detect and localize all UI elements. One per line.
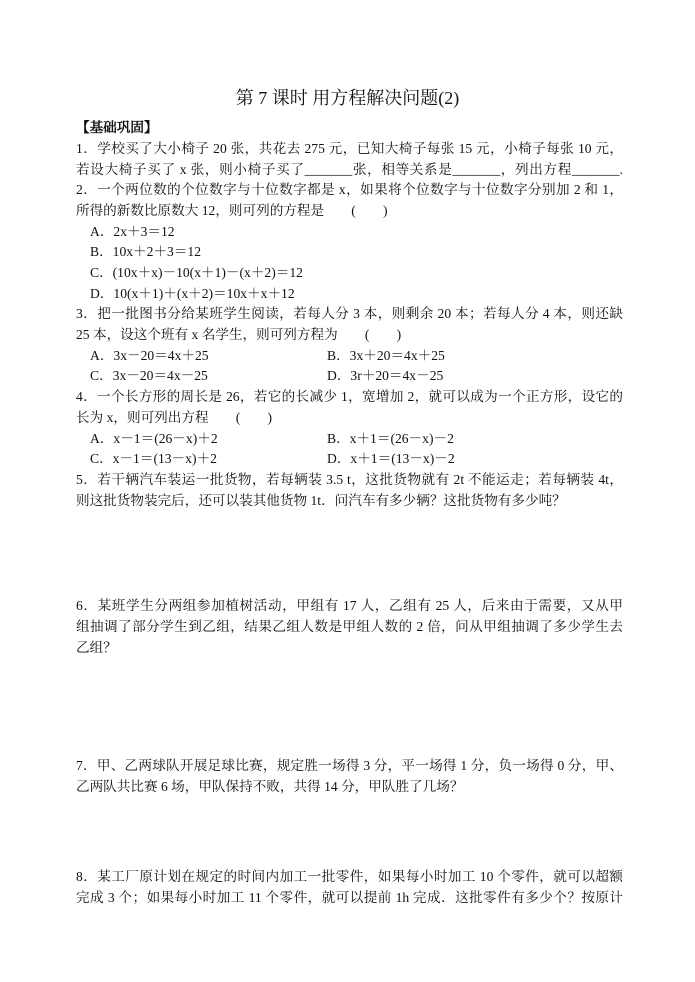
question-text: 则这批货物装完后，还可以装其他货物 1t．问汽车有多少辆？这批货物有多少吨？ — [76, 493, 566, 508]
option-b: B．3x＋20＝4x＋25 — [327, 348, 445, 363]
option-c: C．x－1＝(13－x)＋2 — [90, 451, 217, 466]
question-text: 长为 x，则可列出方程 ( ) — [76, 410, 272, 425]
question-text: 25 本，设这个班有 x 名学生，则可列方程为 ( ) — [76, 327, 402, 342]
question-text: 乙组？ — [76, 640, 117, 655]
section-heading: 【基础巩固】 — [76, 120, 158, 135]
option-b: B．10x＋2＋3＝12 — [90, 244, 202, 259]
question-text: 乙两队共比赛 6 场，甲队保持不败，共得 14 分，甲队胜了几场？ — [76, 779, 464, 794]
option-c: C．3x－20＝4x－25 — [90, 368, 208, 383]
option-b: B．x＋1＝(26－x)－2 — [327, 431, 454, 446]
question-text: 5．若干辆汽车装运一批货物，若每辆装 3.5 t，这批货物就有 2t 不能运走；若每辆装 4t， — [76, 472, 623, 487]
question-text: 3．把一批图书分给某班学生阅读，若每人分 3 本，则剩余 20 本；若每人分 4 本，则还缺 — [76, 306, 623, 321]
question-text: 2．一个两位数的个位数字与十位数字都是 x，如果将个位数字与十位数字分别加 2 和 1， — [76, 182, 623, 197]
option-d: D．10(x＋1)＋(x＋2)＝10x＋x＋12 — [90, 286, 295, 301]
question-text: 8．某工厂原计划在规定的时间内加工一批零件，如果每小时加工 10 个零件，就可以超额 — [76, 869, 623, 884]
question-text: 完成 3 个；如果每小时加工 11 个零件，就可以提前 1h 完成．这批零件有多少个？按原计 — [76, 890, 623, 905]
question-text: 1．学校买了大小椅子 20 张，共花去 275 元，已知大椅子每张 15 元，小椅子每张 10 元， — [76, 141, 623, 156]
page-title: 第 7 课时 用方程解决问题(2) — [235, 88, 460, 108]
question-text: 6．某班学生分两组参加植树活动，甲组有 17 人，乙组有 25 人，后来由于需要，又从甲 — [76, 598, 623, 613]
option-d: D．3r＋20＝4x－25 — [327, 368, 444, 383]
question-text: 组抽调了部分学生到乙组，结果乙组人数是甲组人数的 2 倍，问从甲组抽调了多少学生去 — [76, 619, 623, 634]
option-a: A．3x－20＝4x＋25 — [90, 348, 209, 363]
option-a: A．x－1＝(26－x)＋2 — [90, 431, 218, 446]
question-text: 所得的新数比原数大 12，则可列的方程是 ( ) — [76, 203, 388, 218]
option-d: D．x＋1＝(13－x)－2 — [327, 451, 455, 466]
question-text: 若设大椅子买了 x 张，则小椅子买了_______张，相等关系是_______，列出方程_______. — [76, 162, 623, 177]
question-text: 7．甲、乙两球队开展足球比赛，规定胜一场得 3 分，平一场得 1 分，负一场得 0 分，甲、 — [76, 758, 623, 773]
question-text: 4．一个长方形的周长是 26，若它的长减少 1，宽增加 2，就可以成为一个正方形，设它的 — [76, 389, 623, 404]
option-c: C．(10x＋x)－10(x＋1)－(x＋2)＝12 — [90, 265, 303, 280]
option-a: A．2x＋3＝12 — [90, 224, 175, 239]
